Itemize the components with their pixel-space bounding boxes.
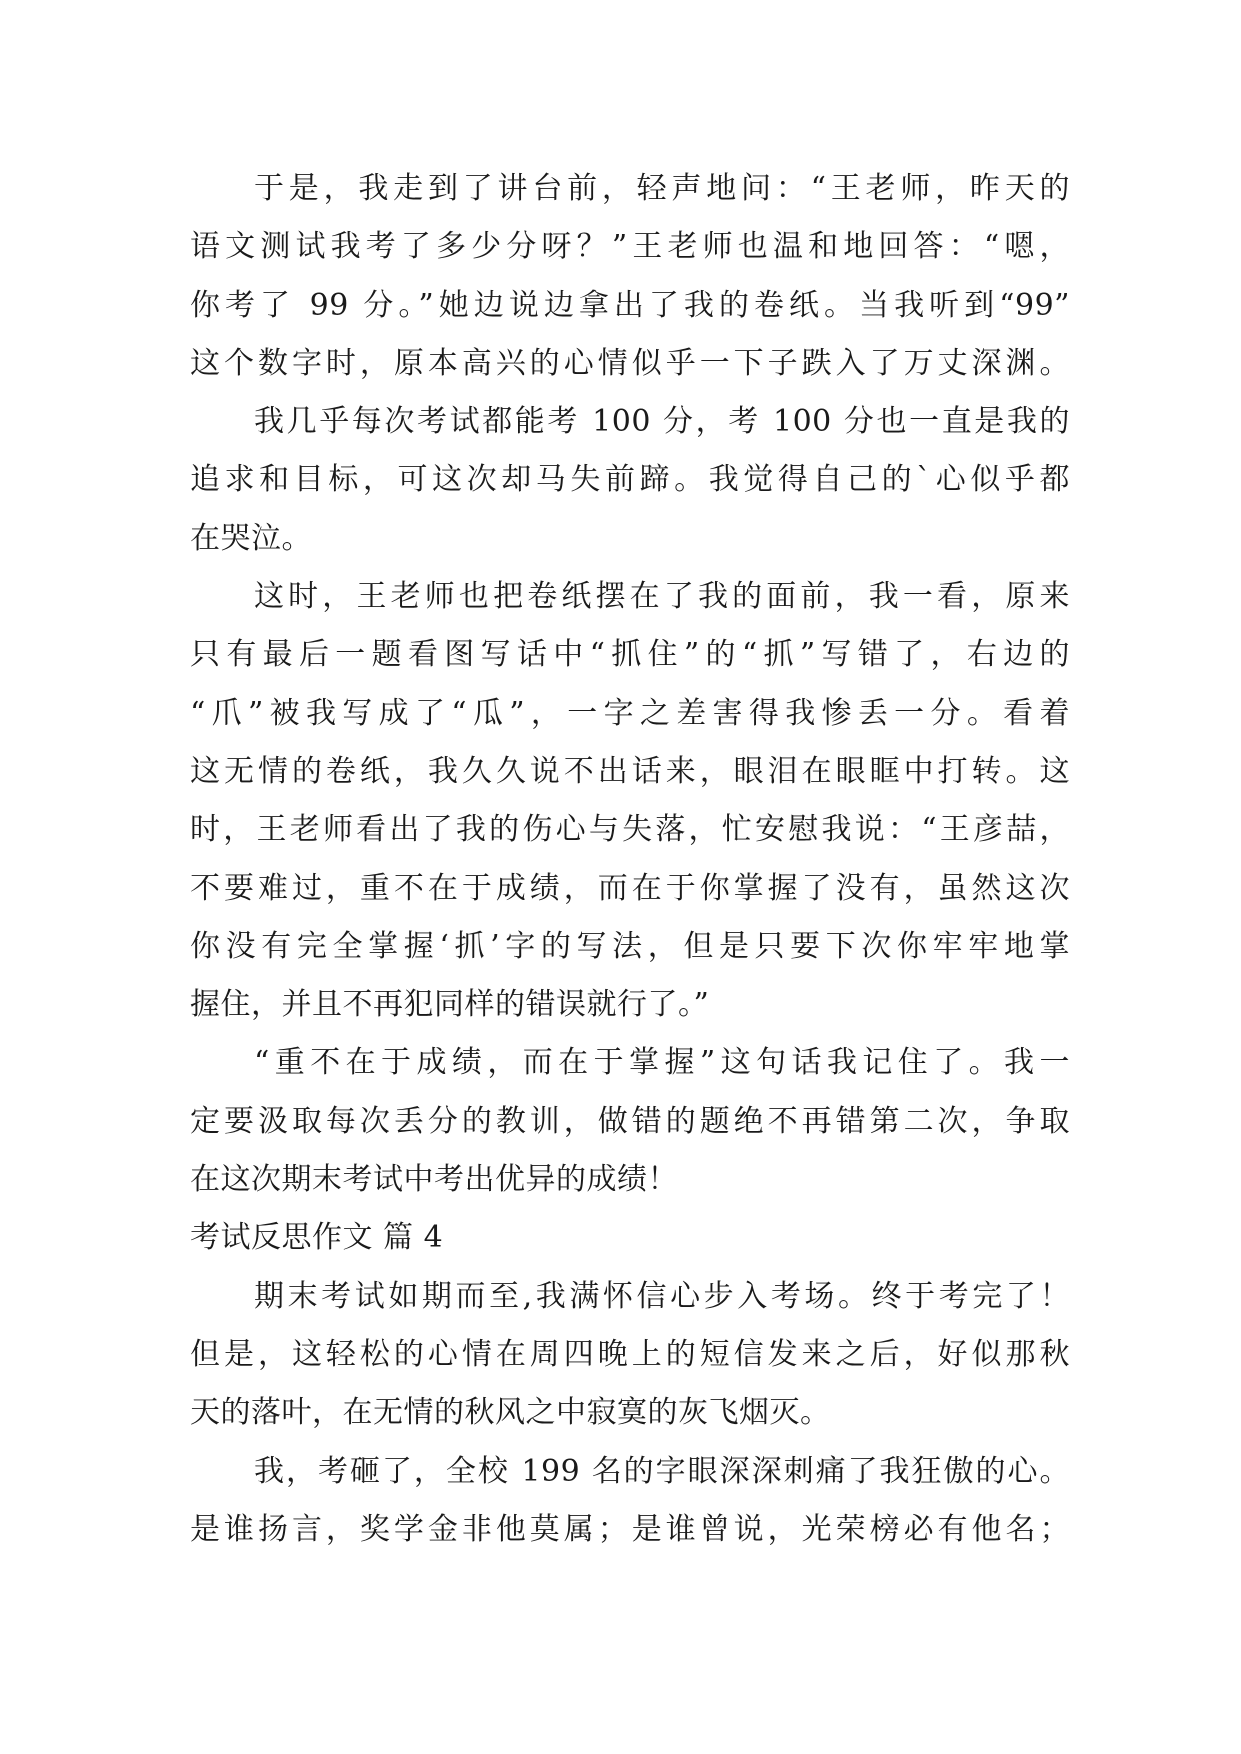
text-line: 于是，我走到了讲台前，轻声地问：“王老师，昨天的 [254,171,1070,206]
text-line: 只有最后一题看图写话中“抓住”的“抓”写错了，右边的 [190,637,1070,673]
text-line: 你没有完全掌握‘抓’字的写法，但是只要下次你牢牢地掌 [190,928,1070,964]
text-line: “重不在于成绩，而在于掌握”这句话我记住了。我一 [254,1045,1070,1081]
text-line: 这时，王老师也把卷纸摆在了我的面前，我一看，原来 [254,579,1070,615]
text-line: 我几乎每次考试都能考 100 分，考 100 分也一直是我的 [254,404,1070,440]
text-line: 我，考砸了，全校 199 名的字眼深深刺痛了我狂傲的心。 [254,1453,1070,1489]
text-line: 在哭泣。 [190,520,312,556]
text-line: 不要难过，重不在于成绩，而在于你掌握了没有，虽然这次 [190,870,1070,906]
text-line: 天的落叶，在无情的秋风之中寂寞的灰飞烟灭。 [190,1395,831,1431]
document-page [190,160,1070,1559]
text-line: 你考了 99 分。”她边说边拿出了我的卷纸。当我听到“99” [190,287,1070,323]
text-line: 期末考试如期而至,我满怀信心步入考场。终于考完了！ [254,1278,1070,1314]
text-line: 定要汲取每次丢分的教训，做错的题绝不再错第二次，争取 [190,1103,1070,1139]
text-line: 语文测试我考了多少分呀？”王老师也温和地回答：“嗯， [190,229,1070,265]
text-line: 这无情的卷纸，我久久说不出话来，眼泪在眼眶中打转。这 [190,753,1070,789]
text-line: 时，王老师看出了我的伤心与失落，忙安慰我说：“王彦喆， [190,812,1070,848]
text-line: 但是，这轻松的心情在周四晚上的短信发来之后，好似那秋 [190,1336,1070,1372]
text-line: 是谁扬言，奖学金非他莫属；是谁曾说，光荣榜必有他名； [190,1511,1070,1547]
text-line: 握住，并且不再犯同样的错误就行了。” [190,987,710,1023]
text-line: “爪”被我写成了“瓜”，一字之差害得我惨丢一分。看着 [190,695,1070,731]
section-heading: 考试反思作文 篇 4 [190,1220,444,1256]
text-line: 这个数字时，原本高兴的心情似乎一下子跌入了万丈深渊。 [190,345,1070,381]
text-line: 追求和目标，可这次却马失前蹄。我觉得自己的`心似乎都 [190,462,1070,498]
text-line: 在这次期末考试中考出优异的成绩！ [190,1162,678,1198]
